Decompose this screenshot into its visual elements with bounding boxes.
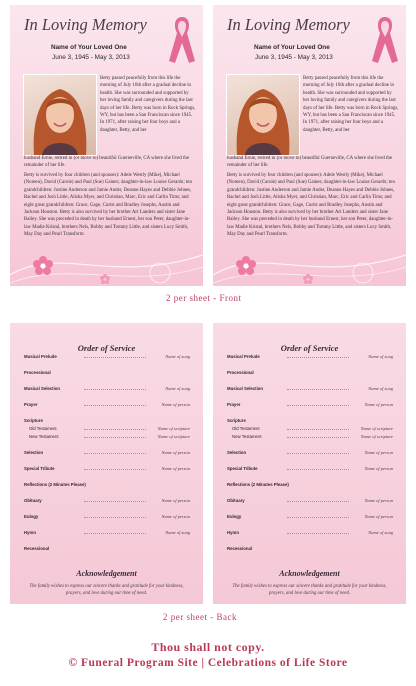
portrait-photo: [24, 75, 96, 155]
order-of-service-title: Order of Service: [280, 343, 339, 353]
acknowledgement-title: Acknowledgement: [76, 569, 137, 578]
portrait-photo: [227, 75, 299, 155]
dotted-leader: [287, 437, 349, 438]
service-item-label: Hymn: [227, 530, 239, 535]
service-item: [227, 530, 393, 538]
service-item-value: Name of song: [165, 530, 190, 535]
obituary-text-bottom: Betty is survived by four children (and spouses): Adele Westly (Mike), Michael (Noreen), David (Carole) and Paul (Sue) Gaines; daughter-in-law Louise Gerards; ten grandchildren: Justine Anderson and Jamie Ander, Deanne Hayes and Debbie Johnes, Rachel and Josh Little, Alisha Myer, and Christian, Marc, Eric and Carlin Tims; and eight great grandchildren: Grace, Gage, Curtis and Bradley Josephs, Austin and Jackson Houston. Betty is also survived by her brother Art Landers and sister Jane Bailey. She was preceded in death by her husband Ernest, her son Peter, daughter-in-law Madie Kristal, brothers Nels, Bobby and Tommy Little, and sisters Lucy Smith, May Day and Pearl Transform.: [227, 173, 395, 238]
back-card-right: [213, 323, 406, 604]
service-item: [227, 546, 393, 554]
obituary-text-wide: husband Ernie, retired in (or move to) beautiful Guerneville, CA where she lived the remainder of her life.: [227, 156, 393, 169]
service-item-label: Selection: [227, 450, 247, 455]
service-item: [24, 514, 190, 522]
order-of-service-title: Order of Service: [77, 343, 136, 353]
dotted-leader: [287, 429, 349, 430]
service-item-label: Old Testament: [232, 426, 260, 431]
acknowledgement-text: The family wishes to express our sincere thanks and gratitude for your kindness, prayers, and love during our time of need.: [29, 584, 184, 596]
dotted-leader: [287, 405, 349, 406]
service-item-value: Name of scripture: [360, 426, 393, 431]
dotted-leader: [84, 429, 146, 430]
service-item: [227, 498, 393, 506]
service-item-label: Prayer: [227, 402, 241, 407]
service-item-value: Name of song: [368, 354, 393, 359]
service-item-label: Recessional: [227, 546, 253, 551]
service-item-label: Special Tribute: [24, 466, 55, 471]
service-item-value: Name of person: [364, 450, 393, 455]
service-item: [227, 386, 393, 394]
obituary-text-wide: husband Ernie, retired in (or move to) beautiful Guerneville, CA where she lived the remainder of her life.: [24, 156, 190, 169]
service-item: [24, 546, 190, 554]
service-item: [227, 482, 393, 490]
dotted-leader: [84, 517, 146, 518]
copyright-credit: © Funeral Program Site | Celebrations of Life Store: [68, 657, 348, 669]
dotted-leader: [84, 437, 146, 438]
acknowledgement-title: Acknowledgement: [279, 569, 340, 578]
service-item-value: Name of scripture: [157, 434, 190, 439]
service-item: [227, 354, 393, 362]
service-item: [24, 482, 190, 490]
service-item-label: Scripture: [227, 418, 246, 423]
service-item: [227, 434, 393, 442]
dotted-leader: [84, 405, 146, 406]
service-item: [24, 466, 190, 474]
service-item-label: Reflections (2 Minutes Please): [24, 482, 86, 487]
acknowledgement-text: The family wishes to express our sincere thanks and gratitude for your kindness, prayers, and love during our time of need.: [232, 584, 387, 596]
service-item: [227, 426, 393, 434]
floral-swirl-decoration: [213, 235, 406, 286]
service-item-label: Scripture: [24, 418, 43, 423]
loved-one-name: Name of Your Loved One: [51, 44, 127, 51]
service-item-label: Obituary: [227, 498, 245, 503]
dotted-leader: [84, 453, 146, 454]
service-item-label: Recessional: [24, 546, 50, 551]
front-card-right: [213, 5, 406, 286]
dotted-leader: [287, 469, 349, 470]
service-item-label: Musical Prelude: [227, 354, 260, 359]
dotted-leader: [287, 389, 349, 390]
floral-swirl-decoration: [10, 235, 203, 286]
service-item-label: Obituary: [24, 498, 42, 503]
dotted-leader: [84, 501, 146, 502]
service-item-value: Name of scripture: [360, 434, 393, 439]
service-item: [227, 418, 393, 426]
service-item: [24, 498, 190, 506]
service-item-label: Reflections (2 Minutes Please): [227, 482, 289, 487]
service-item: [24, 426, 190, 434]
dotted-leader: [287, 517, 349, 518]
service-item-value: Name of song: [165, 386, 190, 391]
service-item: [227, 450, 393, 458]
copyright-notice: Thou shall not copy.: [151, 640, 265, 654]
service-item-label: Special Tribute: [227, 466, 258, 471]
service-item-value: Name of person: [161, 466, 190, 471]
service-item: [24, 370, 190, 378]
service-item-value: Name of person: [161, 498, 190, 503]
service-item-value: Name of song: [368, 530, 393, 535]
service-item: [24, 450, 190, 458]
obituary-text-bottom: Betty is survived by four children (and spouses): Adele Westly (Mike), Michael (Noreen), David (Carole) and Paul (Sue) Gaines; daughter-in-law Louise Gerards; ten grandchildren: Justine Anderson and Jamie Ander, Deanne Hayes and Debbie Johnes, Rachel and Josh Little, Alisha Myer, and Christian, Marc, Eric and Carlin Tims; and eight great grandchildren: Grace, Gage, Curtis and Bradley Josephs, Austin and Jackson Houston. Betty is also survived by her brother Art Landers and sister Jane Bailey. She was preceded in death by her husband Ernest, her son Peter, daughter-in-law Madie Kristal, brothers Nels, Bobby and Tommy Little, and sisters Lucy Smith, May Day and Pearl Transform.: [24, 173, 192, 238]
service-item-label: Hymn: [24, 530, 36, 535]
dotted-leader: [84, 533, 146, 534]
service-item: [227, 402, 393, 410]
front-caption: 2 per sheet - Front: [166, 293, 242, 303]
service-item: [24, 434, 190, 442]
back-card-left: [10, 323, 203, 604]
service-item-label: Musical Selection: [24, 386, 61, 391]
obituary-text-top: Betty passed peacefully from this life the morning of July 16th after a gradual decline in health. She was surrounded and supported by her loving family and caregivers during the last days of her life. Betty was born in Rock Springs, WY, but has been a San Franciscan since 1945. In 1971, after raising her four boys and a daughter, Betty, and her: [100, 76, 196, 133]
service-item-value: Name of person: [161, 450, 190, 455]
service-item: [24, 530, 190, 538]
dotted-leader: [84, 469, 146, 470]
service-item-value: Name of person: [364, 514, 393, 519]
service-item-label: Prayer: [24, 402, 38, 407]
dotted-leader: [287, 501, 349, 502]
dotted-leader: [287, 453, 349, 454]
service-item-label: Selection: [24, 450, 44, 455]
service-item-label: Eulogy: [24, 514, 39, 519]
pink-ribbon-icon: [167, 13, 197, 68]
service-item-value: Name of person: [161, 402, 190, 407]
front-card-left: [10, 5, 203, 286]
service-item: [227, 370, 393, 378]
life-dates: June 3, 1945 - May 3, 2013: [52, 54, 130, 61]
service-item-label: Musical Prelude: [24, 354, 57, 359]
obituary-text-top: Betty passed peacefully from this life the morning of July 16th after a gradual decline in health. She was surrounded and supported by her loving family and caregivers during the last days of her life. Betty was born in Rock Springs, WY, but has been a San Franciscan since 1945. In 1971, after raising her four boys and a daughter, Betty, and her: [303, 76, 399, 133]
service-item-label: Processional: [24, 370, 51, 375]
service-item-value: Name of song: [165, 354, 190, 359]
service-item: [227, 514, 393, 522]
life-dates: June 3, 1945 - May 3, 2013: [255, 54, 333, 61]
service-item-value: Name of song: [368, 386, 393, 391]
service-item: [24, 418, 190, 426]
back-caption: 2 per sheet - Back: [163, 612, 237, 622]
loved-one-name: Name of Your Loved One: [254, 44, 330, 51]
dotted-leader: [84, 357, 146, 358]
service-item-label: Eulogy: [227, 514, 242, 519]
service-item-value: Name of person: [364, 498, 393, 503]
service-item-label: Processional: [227, 370, 254, 375]
service-item-value: Name of person: [161, 514, 190, 519]
card-title: In Loving Memory: [24, 15, 147, 34]
service-item: [227, 466, 393, 474]
dotted-leader: [287, 357, 349, 358]
card-title: In Loving Memory: [227, 15, 350, 34]
service-item-label: New Testament: [29, 434, 59, 439]
service-item-value: Name of scripture: [157, 426, 190, 431]
service-item: [24, 354, 190, 362]
service-item-label: Musical Selection: [227, 386, 264, 391]
dotted-leader: [84, 389, 146, 390]
service-item: [24, 402, 190, 410]
dotted-leader: [287, 533, 349, 534]
service-item-label: Old Testament: [29, 426, 57, 431]
service-item-value: Name of person: [364, 466, 393, 471]
pink-ribbon-icon: [370, 13, 400, 68]
service-item-label: New Testament: [232, 434, 262, 439]
service-item-value: Name of person: [364, 402, 393, 407]
service-item: [24, 386, 190, 394]
